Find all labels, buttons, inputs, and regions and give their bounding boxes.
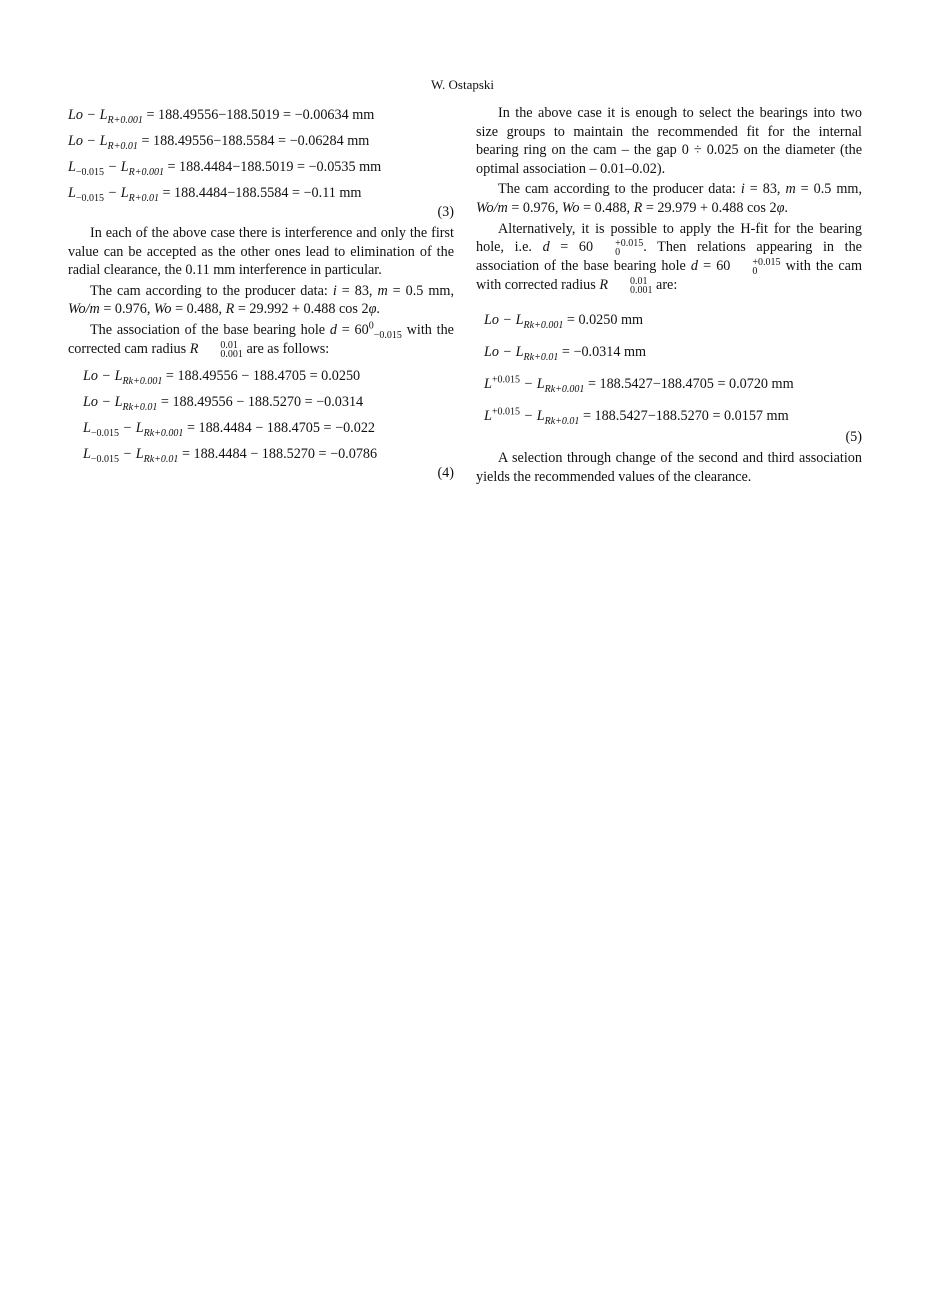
paragraph: Alternatively, it is possible to apply the H-fit for the bearing hole, i.e. d = 60 +0.015 0 . Then relations appearing in the association of the base bearing hole d = 60 +0.015 0 with the cam with corrected radius R 0.01 0.001 are: [476,220,862,297]
left-column [68,104,454,483]
equation-line: $Lo - L_{Rk+0.01} = -0.0314$ mm [484,344,647,363]
equation-number: (3) [437,204,454,220]
equation-number: (5) [845,429,862,446]
equation-line: $L_{-0.015} - L_{R+0.01} = 188.4484-188.5584 = -0.11$ mm [68,185,362,204]
equation-line: $L_{-0.015} - L_{R+0.001} = 188.4484-188.5019 = -0.0535$ mm [68,159,382,178]
paragraph: The cam according to the producer data: i = 83, m = 0.5 mm, Wo/m = 0.976, Wo = 0.488, R = 29.992 + 0.488 cos 2φ. [68,282,454,318]
equation-line: $Lo - L_{Rk+0.01} = 188.49556 - 188.5270 = -0.0314$ [83,393,364,413]
paragraph: The association of the base bearing hole $d = 60^0_{-0.015}$ with the corrected cam radius R 0.01 0.001 are as follows: [68,320,454,360]
equation-line: $Lo - L_{Rk+0.001} = 188.49556 - 188.4705 = 0.0250$ [83,367,361,387]
paragraph: A selection through change of the second and third association yields the recommended values of the clearance. [476,450,862,485]
paragraph: In the above case it is enough to select the bearings into two size groups to maintain the recommended fit for the internal bearing ring on the cam – the gap 0 ÷ 0.025 on the diameter (the optimal association – 0.01–0.02). [476,105,862,177]
paragraph: In each of the above case there is interference and only the first value can be accepted as the other ones lead to elimination of the radial clearance, the 0.11 mm interference in particular. [68,225,454,279]
equation-line: $L^{+0.015} - L_{Rk+0.001} = 188.5427-188.4705 = 0.0720$ mm [484,374,794,395]
right-column [476,104,862,486]
equation-number: (4) [437,464,454,481]
equation-line: $Lo - L_{R+0.001} = 188.49556-188.5019 = -0.00634$ mm [68,107,375,126]
author-name: W. Ostapski [430,77,495,92]
running-header [0,76,925,95]
equation-line: $L_{-0.015} - L_{Rk+0.01} = 188.4484 - 188.5270 = -0.0786$ [83,445,378,465]
equation-line: $Lo - L_{Rk+0.001} = 0.0250$ mm [484,312,644,331]
paragraph: The cam according to the producer data: i = 83, m = 0.5 mm, Wo/m = 0.976, Wo = 0.488, R = 29.979 + 0.488 cos 2φ. [476,181,862,216]
equation-line: $L^{+0.015} - L_{Rk+0.01} = 188.5427-188.5270 = 0.0157$ mm [484,406,789,427]
equation-line: $L_{-0.015} - L_{Rk+0.001} = 188.4484 - 188.4705 = -0.022$ [83,419,376,439]
equation-line: $Lo - L_{R+0.01} = 188.49556-188.5584 = -0.06284$ mm [68,133,370,152]
